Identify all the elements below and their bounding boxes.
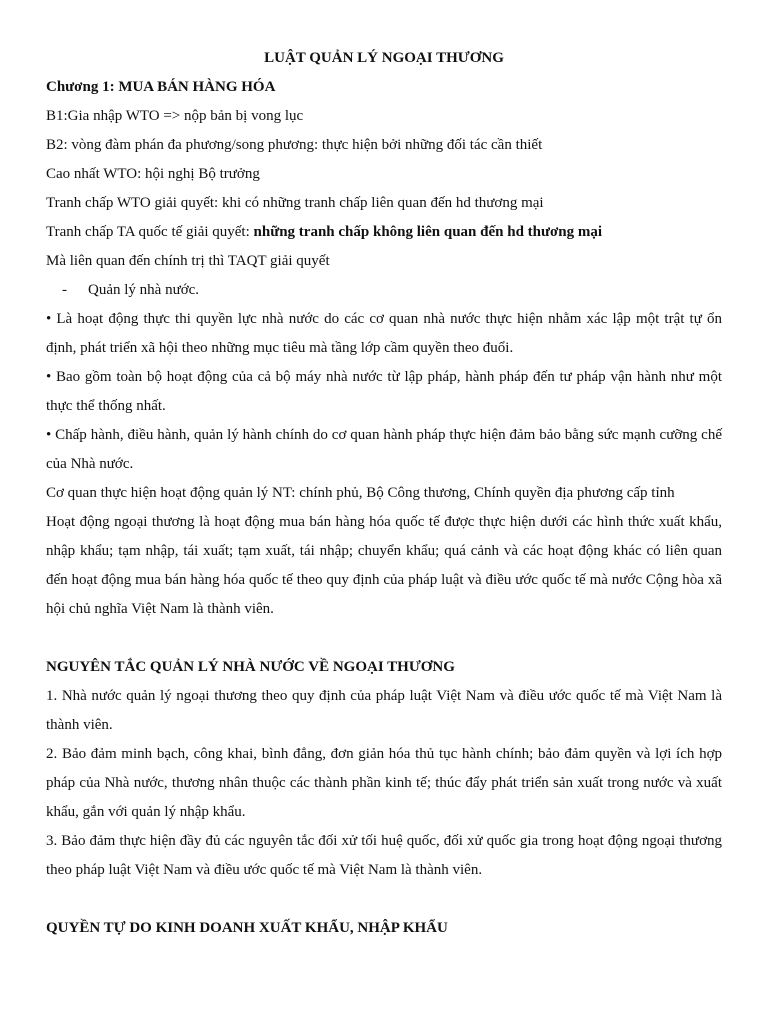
text-line-dispute-wto: Tranh chấp WTO giải quyết: khi có những tranh chấp liên quan đến hd thương mại (46, 195, 544, 211)
text-line-b2: B2: vòng đàm phán đa phương/song phương: thực hiện bởi những đối tác cần thiết (46, 137, 543, 153)
bullet-paragraph-1: • Là hoạt động thực thi quyền lực nhà nước do các cơ quan nhà nước thực hiện nhằm xác lập một trật tự ổn định, phát triển xã hội theo những mục tiêu mà tầng lớp cầm quyền theo đuổi. (46, 311, 722, 356)
agencies-paragraph: Cơ quan thực hiện hoạt động quản lý NT: chính phủ, Bộ Công thương, Chính quyền địa phương cấp tỉnh (46, 485, 675, 501)
principle-2: 2. Bảo đảm minh bạch, công khai, bình đẳng, đơn giản hóa thủ tục hành chính; bảo đảm quyền và lợi ích hợp pháp của Nhà nước, thương nhân thuộc các thành phần kinh tế; thúc đẩy phát triển sản xuất trong nước và xuất khẩu, gắn với quản lý nhập khẩu. (46, 746, 722, 820)
dash-list-item (46, 276, 722, 305)
dash-item-text: Quản lý nhà nước. (88, 282, 200, 298)
dash-marker: - (62, 282, 67, 298)
dispute-ta-prefix: Tranh chấp TA quốc tế giải quyết: (46, 224, 254, 240)
text-line-dispute-ta (46, 218, 722, 247)
bullet-paragraph-2: • Bao gồm toàn bộ hoạt động của cả bộ máy nhà nước từ lập pháp, hành pháp đến tư pháp vận hành như một thực thể thống nhất. (46, 369, 722, 414)
text-line-highest: Cao nhất WTO: hội nghị Bộ trưởng (46, 166, 260, 182)
text-line-politics: Mà liên quan đến chính trị thì TAQT giải quyết (46, 253, 330, 269)
section-spacer (46, 885, 722, 914)
section-spacer (46, 624, 722, 653)
chapter-heading: Chương 1: MUA BÁN HÀNG HÓA (46, 79, 276, 95)
principles-heading: NGUYÊN TẮC QUẢN LÝ NHÀ NƯỚC VỀ NGOẠI THƯƠNG (46, 659, 455, 675)
bullet-paragraph-3: • Chấp hành, điều hành, quản lý hành chính do cơ quan hành pháp thực hiện đảm bảo bằng sức mạnh cưỡng chế của Nhà nước. (46, 427, 722, 472)
definition-paragraph: Hoạt động ngoại thương là hoạt động mua bán hàng hóa quốc tế được thực hiện dưới các hình thức xuất khẩu, nhập khẩu; tạm nhập, tái xuất; tạm xuất, tái nhập; chuyển khẩu; quá cảnh và các hoạt động khác có liên quan đến hoạt động mua bán hàng hóa quốc tế theo quy định của pháp luật và điều ước quốc tế mà nước Cộng hòa xã hội chủ nghĩa Việt Nam là thành viên. (46, 514, 722, 617)
principle-1: 1. Nhà nước quản lý ngoại thương theo quy định của pháp luật Việt Nam và điều ước quốc tế mà Việt Nam là thành viên. (46, 688, 722, 733)
text-line-b1: B1:Gia nhập WTO => nộp bản bị vong lục (46, 108, 304, 124)
principle-3: 3. Bảo đảm thực hiện đầy đủ các nguyên tắc đối xử tối huệ quốc, đối xử quốc gia trong hoạt động ngoại thương theo pháp luật Việt Nam và điều ước quốc tế mà Việt Nam là thành viên. (46, 833, 722, 878)
freedom-heading: QUYỀN TỰ DO KINH DOANH XUẤT KHẨU, NHẬP KHẨU (46, 920, 448, 936)
dispute-ta-bold: những tranh chấp không liên quan đến hd thương mại (253, 224, 603, 240)
document-page (46, 44, 722, 943)
document-title: LUẬT QUẢN LÝ NGOẠI THƯƠNG (264, 50, 504, 66)
